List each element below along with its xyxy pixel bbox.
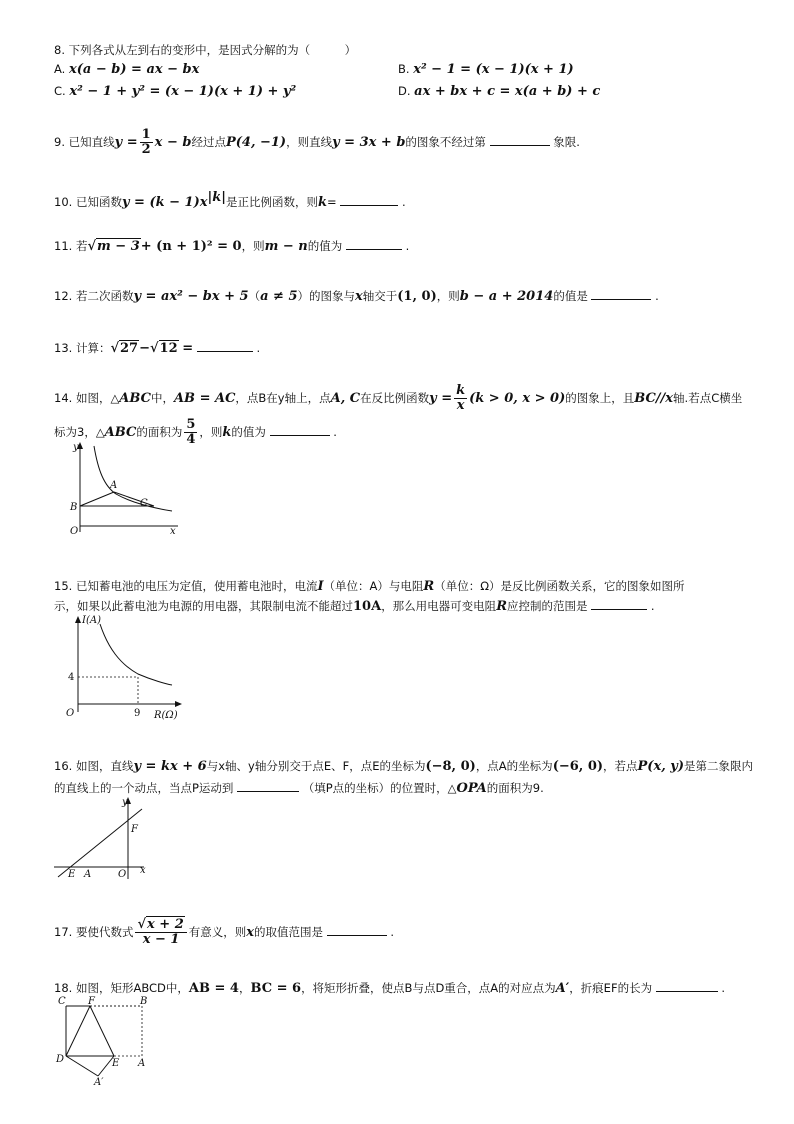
question-8-stem: 8. 下列各式从左到右的变形中，是因式分解的为（ ） (54, 43, 357, 57)
label-y-axis: I(A) (82, 615, 101, 626)
answer-blank-9[interactable] (490, 134, 550, 146)
label-o: O (118, 869, 127, 880)
question-15-line-1: 15. 已知蓄电池的电压为定值，使用蓄电池时，电流I（单位：A）与电阻R（单位：Ω）是反比例函数关系，它的图象如图所 (54, 579, 685, 594)
label-y: y (122, 797, 128, 808)
question-8-option-c[interactable]: C. x² − 1 + y² = (x − 1)(x + 1) + y² (54, 84, 297, 99)
label-a-prime: A′ (94, 1077, 104, 1086)
question-16-line-1: 16. 如图，直线y = kx + 6与x轴、y轴分别交于点E、F，点E的坐标为(−8, 0)，点A的坐标为(−6, 0)，若点P(x, y)是第二象限内 (54, 759, 753, 774)
answer-blank-11[interactable] (346, 238, 402, 250)
segment-ac (114, 492, 154, 506)
question-15-line-2: 示，如果以此蓄电池为电源的用电器，其限制电流不能超过10A，那么用电器可变电阻R应控制的范围是 . (54, 599, 655, 614)
question-9: 9. 已知直线y = $\frac{1}{2}$ x − b经过点P(4, −1)，则直线y = 3x + b的图象不经过第 象限. (54, 127, 580, 157)
label-x: x (170, 526, 176, 535)
figure-15-current-resistance-graph (60, 612, 185, 722)
label-a: A (110, 480, 118, 491)
question-10: 10. 已知函数$y = (k - 1)x^{|k|}$是正比例函数，则k= . (54, 190, 406, 210)
label-e: E (112, 1058, 120, 1069)
answer-blank-15[interactable] (591, 598, 647, 610)
label-y: y (73, 442, 79, 453)
question-12: 12. 若二次函数y = ax² − bx + 5（a ≠ 5）的图象与x轴交于(1, 0)，则b − a + 2014的值是 . (54, 289, 659, 304)
label-o: O (66, 708, 75, 719)
label-x: x (140, 865, 146, 876)
label-x-axis: R(Ω) (154, 710, 178, 721)
answer-blank-13[interactable] (197, 340, 253, 352)
question-13: 13. 计算：√27−√12 = . (54, 341, 261, 356)
label-f: F (131, 824, 138, 835)
question-8-option-b[interactable]: B. x² − 1 = (x − 1)(x + 1) (398, 62, 574, 77)
segment-da-prime (66, 1056, 98, 1076)
question-18: 18. 如图，矩形ABCD中，AB = 4，BC = 6，将矩形折叠，使点B与点D重合，点A的对应点为A′，折痕EF的长为 . (54, 981, 726, 996)
answer-blank-10[interactable] (340, 194, 398, 206)
label-a: A (138, 1058, 146, 1069)
answer-blank-16[interactable] (237, 780, 299, 792)
segment-fe (90, 1006, 114, 1056)
question-8-option-a[interactable]: A. x(a − b) = ax − bx (54, 62, 200, 77)
fraction: $\frac{1}{2}$ (141, 127, 151, 157)
answer-blank-12[interactable] (591, 288, 651, 300)
label-4: 4 (68, 672, 75, 683)
question-11: 11. 若√m − 3+ (n + 1)² = 0，则m − n的值为 . (54, 239, 410, 254)
label-f: F (88, 996, 95, 1007)
label-o: O (70, 526, 79, 535)
question-16-line-2: 的直线上的一个动点，当点P运动到 （填P点的坐标）的位置时，△OPA的面积为9. (54, 781, 544, 796)
figure-18-folded-rectangle (52, 994, 152, 1086)
question-14-line-1: 14. 如图，△ABC中，AB = AC，点B在y轴上，点A, C在反比例函数y = $\frac{k}{x}$ (k > 0, x > 0)的图象上，且BC//x轴.若点C横坐 (54, 383, 743, 413)
label-b: B (140, 996, 148, 1007)
y-arrow (75, 616, 81, 623)
segment-ba (80, 492, 114, 506)
rectangle-abcd (66, 1006, 142, 1056)
label-a: A (84, 869, 92, 880)
answer-blank-18[interactable] (656, 980, 718, 992)
question-8-option-d[interactable]: D. ax + bx + c = x(a + b) + c (398, 84, 601, 99)
hyperbola-curve (94, 446, 172, 511)
question-17: 17. 要使代数式 $\frac{√x + 2}{x - 1}$ 有意义，则x的取值范围是 . (54, 917, 394, 947)
label-d: D (56, 1054, 65, 1065)
label-c: C (58, 996, 66, 1007)
answer-blank-14[interactable] (270, 424, 330, 436)
label-b: B (70, 502, 78, 513)
answer-blank-17[interactable] (327, 924, 387, 936)
inverse-curve (100, 624, 172, 685)
figure-14-hyperbola-triangle (60, 440, 185, 535)
figure-16-line-graph (50, 795, 160, 885)
question-14-line-2: 标为3，△ABC的面积为 $\frac{5}{4}$ ，则k的值为 . (54, 417, 337, 447)
segment-df (66, 1006, 90, 1056)
sqrt: √m − 3 (87, 239, 140, 254)
label-c: C (140, 498, 148, 509)
label-e: E (68, 869, 76, 880)
label-9: 9 (134, 708, 141, 719)
x-arrow (175, 701, 182, 707)
